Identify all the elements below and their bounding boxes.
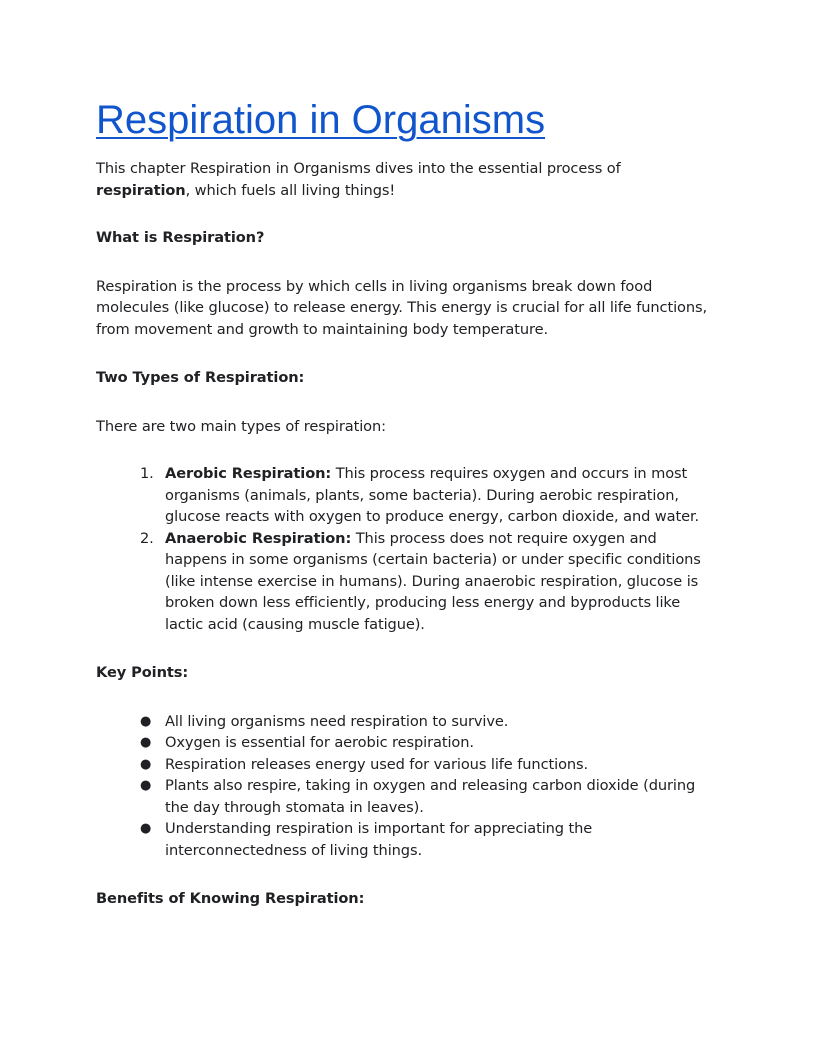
heading-key-points: Key Points: <box>96 664 189 681</box>
bullet-icon: ● <box>140 821 152 836</box>
list-text: This process requires oxygen and occurs in most organisms (animals, plants, some bacteria). During aerobic respiration, glucose reacts with oxygen to produce energy, carbon dioxide, and water. <box>165 465 700 525</box>
list-term: Anaerobic Respiration: <box>165 529 352 547</box>
paragraph-what-is-respiration: Respiration is the process by which cells in living organisms break down food molecules (like glucose) to release energy. This energy is crucial for all life functions, from movement and growth to maintaining body temperature. <box>96 277 708 338</box>
intro-text-before: This chapter Respiration in Organisms dives into the essential process of <box>96 160 621 177</box>
list-item-aerobic <box>96 463 716 528</box>
document-page <box>96 92 716 937</box>
list-item <box>96 732 716 754</box>
list-item <box>96 775 716 818</box>
types-list <box>96 463 716 635</box>
intro-bold-term: respiration <box>96 181 186 199</box>
bullet-icon: ● <box>140 713 152 729</box>
heading-two-types: Two Types of Respiration: <box>96 369 305 386</box>
list-item-text: Oxygen is essential for aerobic respiration. <box>165 734 474 751</box>
list-item-text: Respiration releases energy used for various life functions. <box>165 755 589 773</box>
bullet-icon: ● <box>140 735 152 750</box>
list-item-text: All living organisms need respiration to survive. <box>165 712 509 730</box>
list-item-text: Understanding respiration is important for appreciating the interconnectedness of living things. <box>165 820 593 859</box>
key-points-list <box>96 711 716 862</box>
list-item <box>96 711 716 733</box>
intro-text-after: , which fuels all living things! <box>185 181 396 199</box>
paragraph-types-lead: There are two main types of respiration: <box>96 417 386 435</box>
list-item <box>96 818 716 861</box>
list-number: 2. <box>140 529 154 547</box>
list-term: Aerobic Respiration: <box>165 465 332 482</box>
document-title-link[interactable]: Respiration in Organisms <box>96 98 546 142</box>
heading-what-is-respiration: What is Respiration? <box>96 229 265 246</box>
list-item-anaerobic <box>96 528 716 636</box>
list-item-text: Plants also respire, taking in oxygen and releasing carbon dioxide (during the day through stomata in leaves). <box>165 777 696 816</box>
intro-paragraph <box>96 158 716 201</box>
list-text: This process does not require oxygen and happens in some organisms (certain bacteria) or under specific conditions (like intense exercise in humans). During anaerobic respiration, glucose is broken down less efficiently, producing less energy and byproducts like lactic acid (causing muscle fatigue). <box>165 529 701 633</box>
list-number: 1. <box>140 465 154 482</box>
heading-benefits: Benefits of Knowing Respiration: <box>96 890 365 907</box>
bullet-icon: ● <box>140 756 152 772</box>
bullet-icon: ● <box>140 778 152 793</box>
list-item <box>96 754 716 776</box>
